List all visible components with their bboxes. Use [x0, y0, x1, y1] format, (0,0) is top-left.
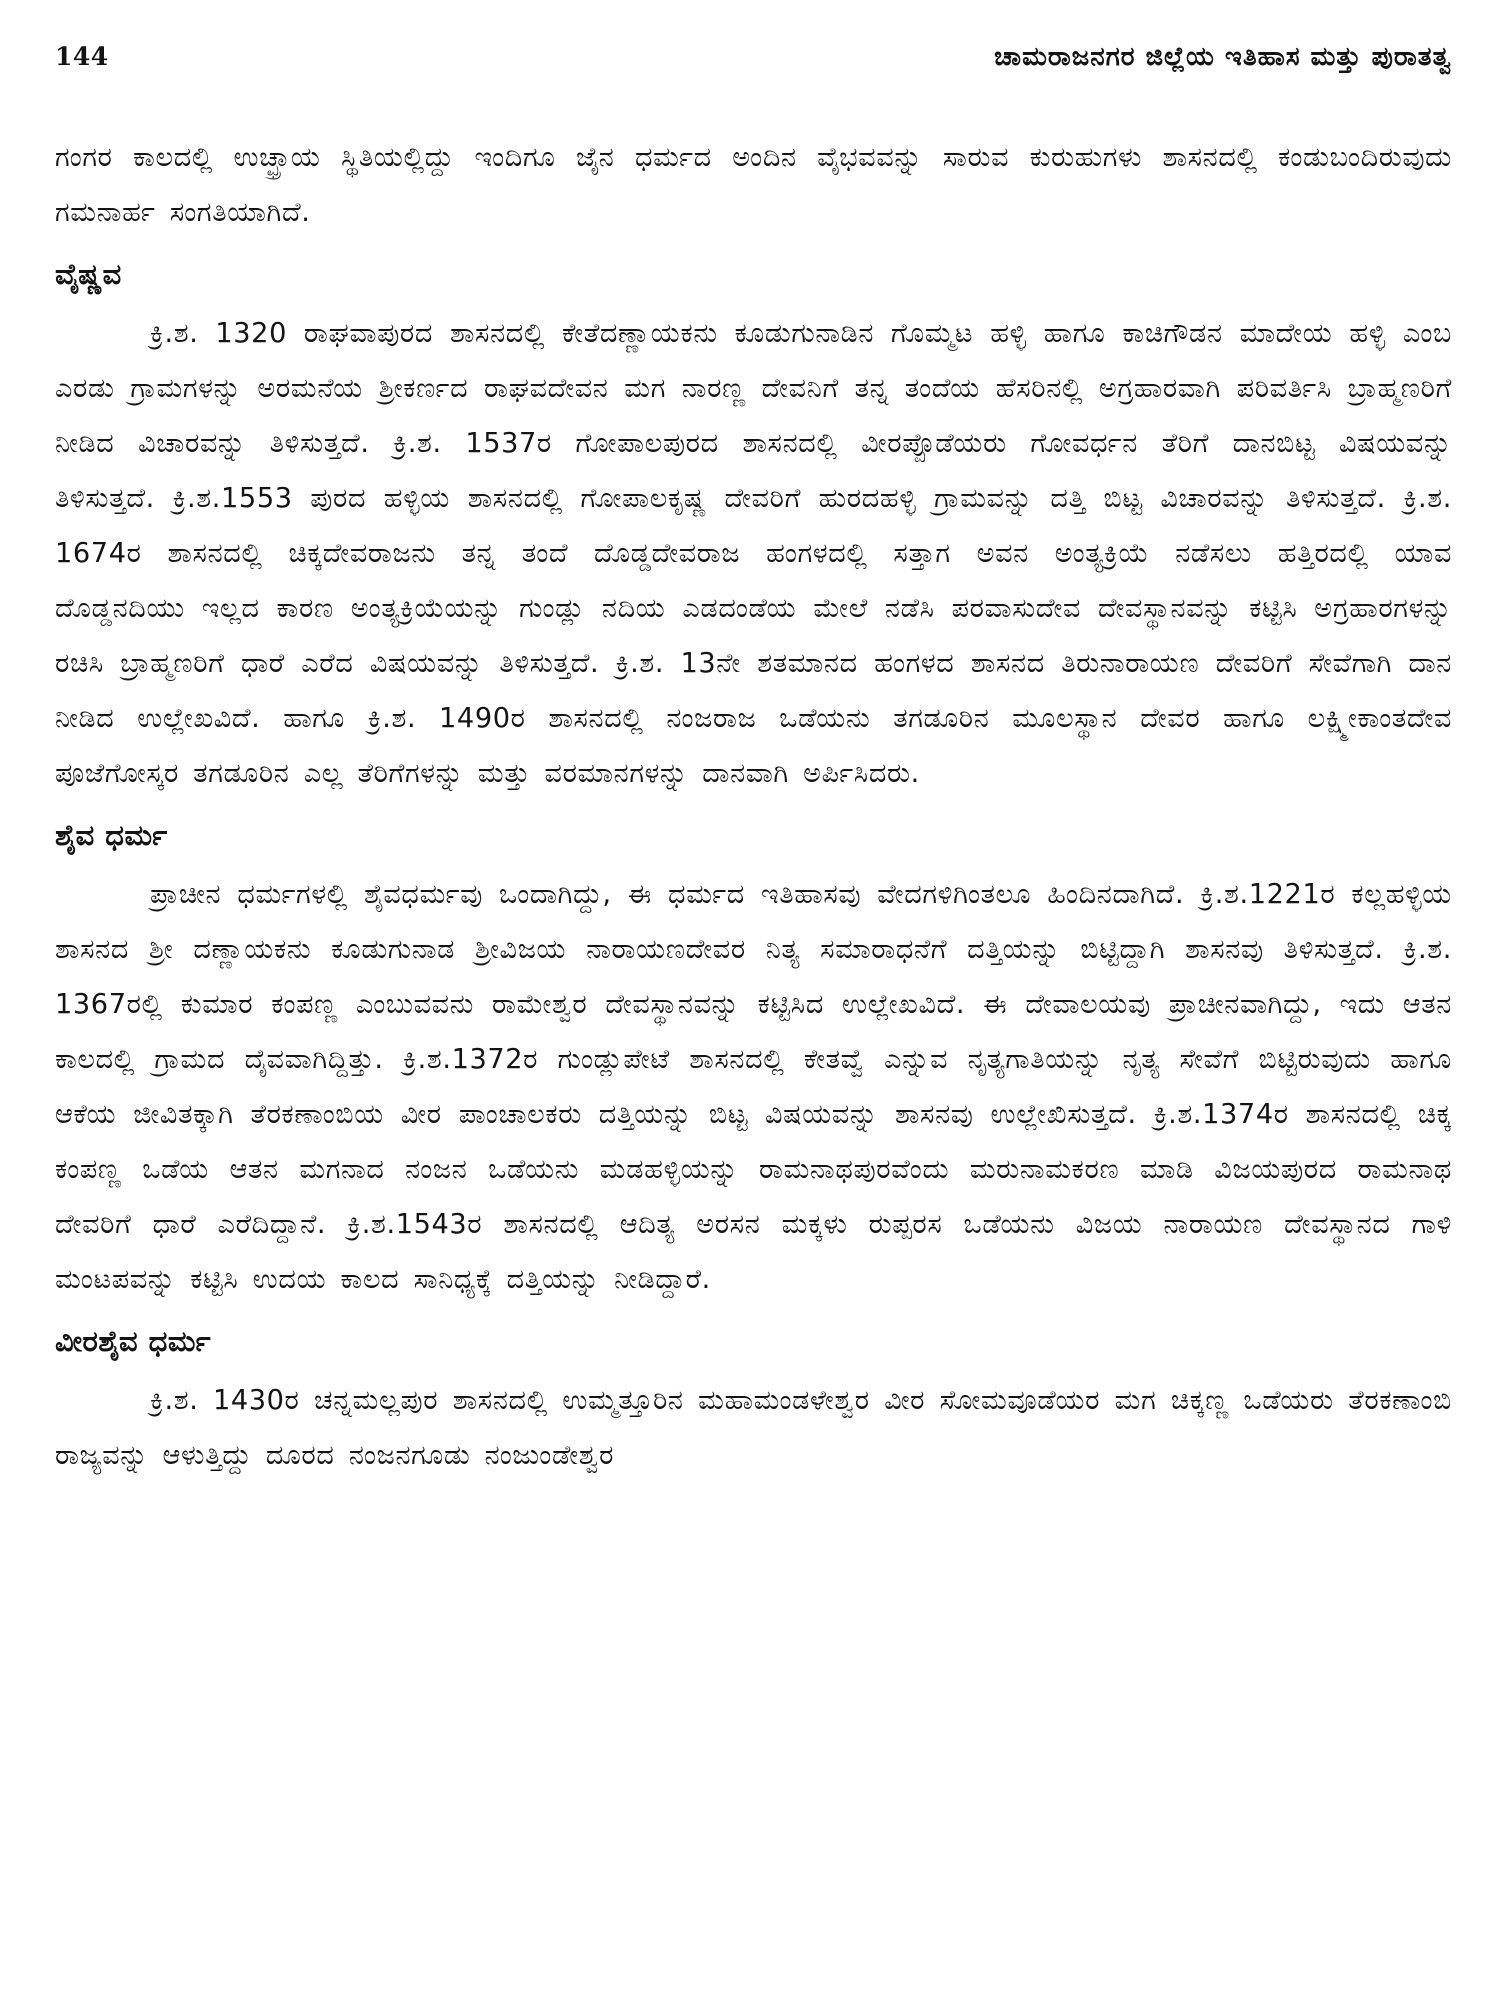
page-number: 144	[55, 42, 109, 71]
running-title: ಚಾಮರಾಜನಗರ ಜಿಲ್ಲೆಯ ಇತಿಹಾಸ ಮತ್ತು ಪುರಾತತ್ವ	[994, 42, 1452, 72]
intro-paragraph: ಗಂಗರ ಕಾಲದಲ್ಲಿ ಉಚ್ಛ್ರಾಯ ಸ್ಥಿತಿಯಲ್ಲಿದ್ದು ಇಂದಿಗೂ ಜೈನ ಧರ್ಮದ ಅಂದಿನ ವೈಭವವನ್ನು ಸಾರುವ ಕುರುಹುಗಳು ಶಾಸನದಲ್ಲಿ ಕಂಡುಬಂದಿರುವುದು ಗಮನಾರ್ಹ ಸಂಗತಿಯಾಗಿದೆ.	[55, 142, 1452, 228]
running-head	[55, 42, 1452, 100]
section-heading-shaiva: ಶೈವ ಧರ್ಮ	[55, 818, 168, 852]
paragraph-shaiva: ಪ್ರಾಚೀನ ಧರ್ಮಗಳಲ್ಲಿ ಶೈವಧರ್ಮವು ಒಂದಾಗಿದ್ದು, ಈ ಧರ್ಮದ ಇತಿಹಾಸವು ವೇದಗಳಿಗಿಂತಲೂ ಹಿಂದಿನದಾಗಿದೆ. ಕ್ರಿ.ಶ.1221ರ ಕಲ್ಲಹಳ್ಳಿಯ ಶಾಸನದ ಶ್ರೀ ದಣ್ಣಾಯಕನು ಕೂಡುಗುನಾಡ ಶ್ರೀವಿಜಯ ನಾರಾಯಣದೇವರ ನಿತ್ಯ ಸಮಾರಾಧನೆಗೆ ದತ್ತಿಯನ್ನು ಬಿಟ್ಟಿದ್ದಾಗಿ ಶಾಸನವು ತಿಳಿಸುತ್ತದೆ. ಕ್ರಿ.ಶ. 1367ರಲ್ಲಿ ಕುಮಾರ ಕಂಪಣ್ಣ ಎಂಬುವವನು ರಾಮೇಶ್ವರ ದೇವಸ್ಥಾನವನ್ನು ಕಟ್ಟಿಸಿದ ಉಲ್ಲೇಖವಿದೆ. ಈ ದೇವಾಲಯವು ಪ್ರಾಚೀನವಾಗಿದ್ದು, ಇದು ಆತನ ಕಾಲದಲ್ಲಿ ಗ್ರಾಮದ ದೈವವಾಗಿದ್ದಿತ್ತು. ಕ್ರಿ.ಶ.1372ರ ಗುಂಡ್ಲುಪೇಟೆ ಶಾಸನದಲ್ಲಿ ಕೇತವ್ವೆ ಎನ್ನುವ ನೃತ್ಯಗಾತಿಯನ್ನು ನೃತ್ಯ ಸೇವೆಗೆ ಬಿಟ್ಟಿರುವುದು ಹಾಗೂ ಆಕೆಯ ಜೀವಿತಕ್ಕಾಗಿ ತೆರಕಣಾಂಬಿಯ ವೀರ ಪಾಂಚಾಲಕರು ದತ್ತಿಯನ್ನು ಬಿಟ್ಟ ವಿಷಯವನ್ನು ಶಾಸನವು ಉಲ್ಲೇಖಿಸುತ್ತದೆ. ಕ್ರಿ.ಶ.1374ರ ಶಾಸನದಲ್ಲಿ ಚಿಕ್ಕ ಕಂಪಣ್ಣ ಒಡೆಯ ಆತನ ಮಗನಾದ ನಂಜನ ಒಡೆಯನು ಮಡಹಳ್ಳಿಯನ್ನು ರಾಮನಾಥಪುರವೆಂದು ಮರುನಾಮಕರಣ ಮಾಡಿ ವಿಜಯಪುರದ ರಾಮನಾಥ ದೇವರಿಗೆ ಧಾರೆ ಎರೆದಿದ್ದಾನೆ. ಕ್ರಿ.ಶ.1543ರ ಶಾಸನದಲ್ಲಿ ಆದಿತ್ಯ ಅರಸನ ಮಕ್ಕಳು ರುಪ್ಪರಸ ಒಡೆಯನು ವಿಜಯ ನಾರಾಯಣ ದೇವಸ್ಥಾನದ ಗಾಳಿ ಮಂಟಪವನ್ನು ಕಟ್ಟಿಸಿ ಉದಯ ಕಾಲದ ಸಾನಿಧ್ಯಕ್ಕೆ ದತ್ತಿಯನ್ನು ನೀಡಿದ್ದಾರೆ.	[55, 879, 1452, 1295]
paragraph-veerashaiva: ಕ್ರಿ.ಶ. 1430ರ ಚನ್ನಮಲ್ಲಪುರ ಶಾಸನದಲ್ಲಿ ಉಮ್ಮತ್ತೂರಿನ ಮಹಾಮಂಡಳೇಶ್ವರ ವೀರ ಸೋಮವೂಡೆಯರ ಮಗ ಚಿಕ್ಕಣ್ಣ ಒಡೆಯರು ತೆರಕಣಾಂಬಿ ರಾಜ್ಯವನ್ನು ಆಳುತ್ತಿದ್ದು ದೂರದ ನಂಜನಗೂಡು ನಂಜುಂಡೇಶ್ವರ	[55, 1385, 1452, 1471]
paragraph-vaishnava: ಕ್ರಿ.ಶ. 1320 ರಾಘವಾಪುರದ ಶಾಸನದಲ್ಲಿ ಕೇತೆದಣ್ಣಾಯಕನು ಕೂಡುಗುನಾಡಿನ ಗೊಮ್ಮಟ ಹಳ್ಳಿ ಹಾಗೂ ಕಾಚಿಗೌಡನ ಮಾದೇಯ ಹಳ್ಳಿ ಎಂಬ ಎರಡು ಗ್ರಾಮಗಳನ್ನು ಅರಮನೆಯ ಶ್ರೀಕರ್ಣದ ರಾಘವದೇವನ ಮಗ ನಾರಣ್ಣ ದೇವನಿಗೆ ತನ್ನ ತಂದೆಯ ಹೆಸರಿನಲ್ಲಿ ಅಗ್ರಹಾರವಾಗಿ ಪರಿವರ್ತಿಸಿ ಬ್ರಾಹ್ಮಣರಿಗೆ ನೀಡಿದ ವಿಚಾರವನ್ನು ತಿಳಿಸುತ್ತದೆ. ಕ್ರಿ.ಶ. 1537ರ ಗೋಪಾಲಪುರದ ಶಾಸನದಲ್ಲಿ ವೀರಪ್ಪೊಡೆಯರು ಗೋವರ್ಧನ ತೆರಿಗೆ ದಾನಬಿಟ್ಟ ವಿಷಯವನ್ನು ತಿಳಿಸುತ್ತದೆ. ಕ್ರಿ.ಶ.1553 ಪುರದ ಹಳ್ಳಿಯ ಶಾಸನದಲ್ಲಿ ಗೋಪಾಲಕೃಷ್ಣ ದೇವರಿಗೆ ಹುರದಹಳ್ಳಿ ಗ್ರಾಮವನ್ನು ದತ್ತಿ ಬಿಟ್ಟ ವಿಚಾರವನ್ನು ತಿಳಿಸುತ್ತದೆ. ಕ್ರಿ.ಶ. 1674ರ ಶಾಸನದಲ್ಲಿ ಚಿಕ್ಕದೇವರಾಜನು ತನ್ನ ತಂದೆ ದೊಡ್ಡದೇವರಾಜ ಹಂಗಳದಲ್ಲಿ ಸತ್ತಾಗ ಅವನ ಅಂತ್ಯಕ್ರಿಯೆ ನಡೆಸಲು ಹತ್ತಿರದಲ್ಲಿ ಯಾವ ದೊಡ್ಡನದಿಯು ಇಲ್ಲದ ಕಾರಣ ಅಂತ್ಯಕ್ರಿಯೆಯನ್ನು ಗುಂಡ್ಲು ನದಿಯ ಎಡದಂಡೆಯ ಮೇಲೆ ನಡೆಸಿ ಪರವಾಸುದೇವ ದೇವಸ್ಥಾನವನ್ನು ಕಟ್ಟಿಸಿ ಅಗ್ರಹಾರಗಳನ್ನು ರಚಿಸಿ ಬ್ರಾಹ್ಮಣರಿಗೆ ಧಾರೆ ಎರೆದ ವಿಷಯವನ್ನು ತಿಳಿಸುತ್ತದೆ. ಕ್ರಿ.ಶ. 13ನೇ ಶತಮಾನದ ಹಂಗಳದ ಶಾಸನದ ತಿರುನಾರಾಯಣ ದೇವರಿಗೆ ಸೇವೆಗಾಗಿ ದಾನ ನೀಡಿದ ಉಲ್ಲೇಖವಿದೆ. ಹಾಗೂ ಕ್ರಿ.ಶ. 1490ರ ಶಾಸನದಲ್ಲಿ ನಂಜರಾಜ ಒಡೆಯನು ತಗಡೂರಿನ ಮೂಲಸ್ಥಾನ ದೇವರ ಹಾಗೂ ಲಕ್ಷ್ಮೀಕಾಂತದೇವ ಪೂಜೆಗೋಸ್ಕರ ತಗಡೂರಿನ ಎಲ್ಲ ತೆರಿಗೆಗಳನ್ನು ಮತ್ತು ವರಮಾನಗಳನ್ನು ದಾನವಾಗಿ ಅರ್ಪಿಸಿದರು.	[55, 318, 1452, 789]
section-heading-veerashaiva: ವೀರಶೈವ ಧರ್ಮ	[55, 1324, 212, 1358]
section-heading-vaishnava: ವೈಷ್ಣವ	[55, 257, 122, 291]
body-text	[55, 130, 1452, 1483]
